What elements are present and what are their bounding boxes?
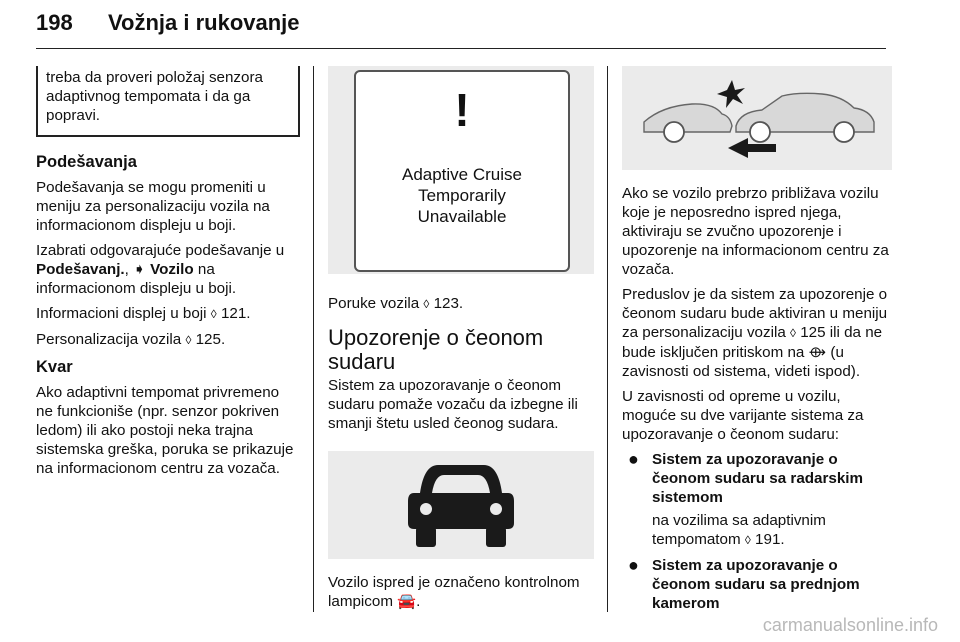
collision-cars-icon (622, 66, 892, 170)
column-2 (328, 66, 594, 617)
column-divider-2 (607, 66, 608, 612)
warning-paragraph: Ako se vozilo prebrzo približava vozilu koje je neposredno ispred njega, aktiviraju se zvučno upozorenje i upozorenje na informacionom centru za vozača. (622, 185, 889, 278)
reference-info-display: Informacioni displej u boji ◊ 121. (36, 305, 251, 322)
fcw-button-icon: ⟴ (808, 344, 827, 361)
fcw-paragraph: Sistem za upozoravanje o čeonom sudaru pomaže vozaču da izbegne ili smanji štetu usled čeonog sudara. (328, 377, 578, 432)
page-reference-icon: ◊ (423, 297, 430, 311)
reference-vehicle-messages: Poruke vozila ◊ 123. (328, 295, 464, 312)
list-item: ● Sistem za upozoravanje o čeonom sudaru sa prednjom kamerom (628, 555, 860, 612)
variant-list (622, 450, 892, 613)
menu-item-vehicle: Vozilo (150, 261, 194, 278)
vehicle-ahead-icon (328, 451, 594, 559)
precondition-paragraph: Preduslov je da sistem za upozorenje o čeonom sudaru bude aktiviran u meniju za personalizaciju vozila ◊ 125 ili da ne bude isključen pritiskom na ⟴ (u zavisnosti od sistema, videti ispod). (622, 286, 888, 380)
page-header (36, 4, 886, 48)
fault-paragraph: Ako adaptivni tempomat privremeno ne funkcioniše (npr. senzor pokriven ledom) ili ako postoji neka trajna sistemska greška, poruka se prikazuje na informacionom centru za vozača. (36, 384, 294, 477)
page-reference-icon: ◊ (210, 307, 217, 321)
display-message: Adaptive Cruise Temporarily Unavailable (401, 165, 522, 226)
running-title: Vožnja i rukovanje (108, 10, 300, 35)
column-1 (36, 66, 300, 484)
menu-arrow-icon: ➧ (133, 261, 146, 278)
column-divider-1 (313, 66, 314, 612)
collision-illustration (622, 66, 892, 170)
fcw-heading: Upozorenje o čeonom sudaru (328, 325, 544, 374)
warning-symbol: ! (454, 84, 470, 136)
watermark: carmanualsonline.info (762, 615, 938, 635)
settings-heading: Podešavanja (36, 153, 137, 171)
note-text: treba da proveri položaj senzora adaptivnog tempomata i da ga popravi. (46, 69, 263, 124)
fault-heading: Kvar (36, 358, 73, 376)
note-box (36, 66, 300, 137)
page-reference-icon: ◊ (790, 326, 796, 340)
variants-paragraph: U zavisnosti od opreme u vozilu, moguće su dve varijante sistema za upozoravanje o čeonom sudaru: (622, 388, 864, 443)
menu-item-settings: Podešavanj. (36, 261, 125, 278)
settings-paragraph-2: Izabrati odgovarajuće podešavanje u Podešavanj., ➧ Vozilo na informacionom displeju u boji. (36, 242, 285, 297)
display-illustration (328, 66, 594, 274)
bullet-icon: ● (628, 555, 639, 575)
reference-personalization: Personalizacija vozila ◊ 125. (36, 331, 226, 348)
header-rule (36, 48, 886, 49)
vehicle-ahead-illustration (328, 451, 594, 559)
page-number: 198 (36, 10, 73, 35)
column-3 (622, 66, 892, 619)
vehicle-ahead-indicator-icon: 🚘 (397, 593, 417, 610)
driver-info-display (354, 70, 570, 272)
page-reference-icon: ◊ (185, 333, 192, 347)
page-reference-icon: ◊ (744, 533, 751, 547)
list-item: ● Sistem za upozoravanje o čeonom sudaru sa radarskim sistemom na vozilima sa adaptivnim tempomatom ◊ 191. (628, 449, 864, 548)
settings-paragraph-1: Podešavanja se mogu promeniti u meniju za personalizaciju vozila na informacionom displeju u boji. (36, 179, 270, 234)
bullet-icon: ● (628, 449, 639, 469)
indicator-paragraph: Vozilo ispred je označeno kontrolnom lampicom 🚘. (328, 574, 580, 610)
